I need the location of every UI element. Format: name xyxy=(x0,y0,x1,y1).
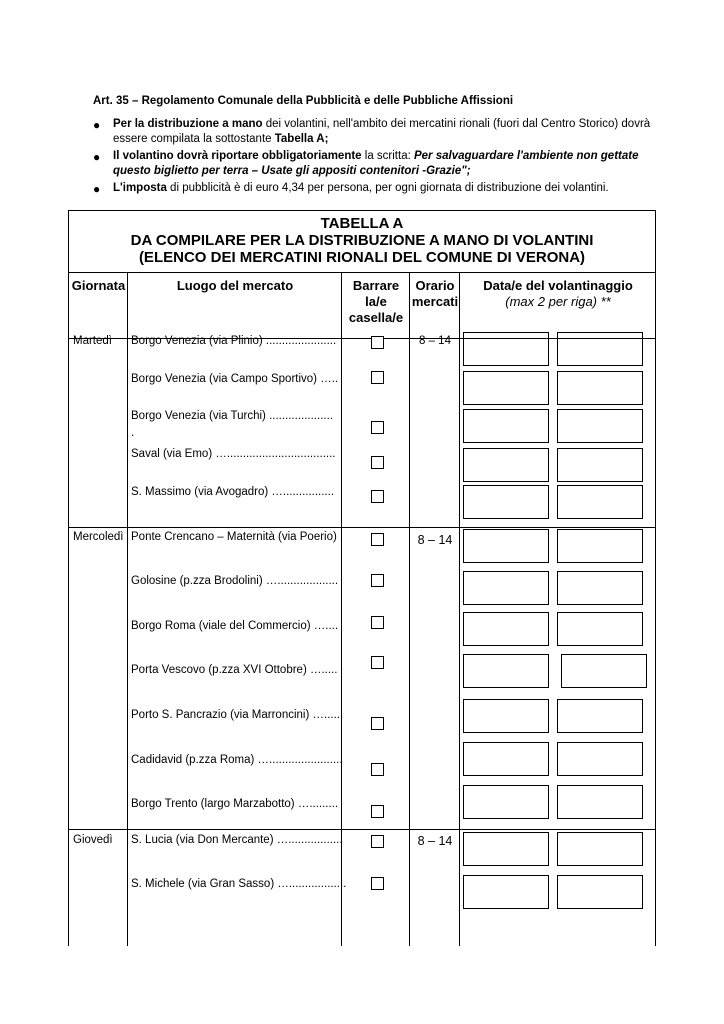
column-divider xyxy=(459,273,460,946)
bullet-icon: ● xyxy=(93,182,101,196)
day-label: Mercoledì xyxy=(73,531,124,543)
column-divider xyxy=(409,273,410,946)
bullet3-text: di pubblicità è di euro 4,34 per persona, per ogni giornata di distribuzione dei volantini. xyxy=(166,182,609,194)
market-name: Porto S. Pancrazio (via Marroncini) …...... xyxy=(131,709,344,721)
bullet-mandatory-text xyxy=(93,149,673,179)
orario-value: 8 – 14 xyxy=(419,335,451,347)
date-box[interactable] xyxy=(463,409,549,443)
date-box[interactable] xyxy=(463,742,549,776)
market-name: Borgo Roma (viale del Commercio) ….... xyxy=(131,620,339,632)
market-checkbox[interactable] xyxy=(371,533,384,546)
section-divider xyxy=(69,527,655,528)
date-box[interactable] xyxy=(463,332,549,366)
table-title-line3: (ELENCO DEI MERCATINI RIONALI DEL COMUNE DI VERONA) xyxy=(138,249,586,266)
date-box[interactable] xyxy=(463,371,549,405)
market-checkbox[interactable] xyxy=(371,371,384,384)
date-box[interactable] xyxy=(557,448,643,482)
date-box[interactable] xyxy=(463,485,549,519)
date-box[interactable] xyxy=(557,571,643,605)
table-title-line1: TABELLA A xyxy=(320,215,404,232)
tabella-a xyxy=(68,210,656,946)
article-title: Art. 35 – Regolamento Comunale della Pubblicità e delle Pubbliche Affissioni xyxy=(93,95,514,107)
table-title-line2: DA COMPILARE PER LA DISTRIBUZIONE A MANO DI VOLANTINI xyxy=(130,232,594,249)
market-name: S. Massimo (via Avogadro) …................ xyxy=(131,486,335,498)
table-title xyxy=(69,211,655,273)
date-box[interactable] xyxy=(463,612,549,646)
section-divider xyxy=(69,829,655,830)
header-barrare-line2: la/e xyxy=(365,294,387,309)
date-box[interactable] xyxy=(557,529,643,563)
header-notes xyxy=(93,94,673,198)
market-name: S. Michele (via Gran Sasso) ….................. xyxy=(131,878,347,890)
date-box[interactable] xyxy=(463,699,549,733)
market-name: Borgo Trento (largo Marzabotto) …......... xyxy=(131,798,339,810)
date-box[interactable] xyxy=(557,332,643,366)
date-box[interactable] xyxy=(557,832,643,866)
header-data-line2: (max 2 per riga) ** xyxy=(505,294,611,309)
header-barrare-line3: casella/e xyxy=(348,310,404,325)
header-luogo: Luogo del mercato xyxy=(176,278,294,293)
header-barrare xyxy=(342,278,410,326)
market-checkbox[interactable] xyxy=(371,877,384,890)
day-label: Martedì xyxy=(73,335,112,347)
date-box[interactable] xyxy=(557,612,643,646)
header-orario-line1: Orario xyxy=(415,278,455,293)
bullet-icon: ● xyxy=(93,118,101,132)
header-barrare-line1: Barrare xyxy=(352,278,400,293)
market-checkbox[interactable] xyxy=(371,421,384,434)
market-checkbox[interactable] xyxy=(371,717,384,730)
bullet-distribution xyxy=(93,117,673,147)
date-box[interactable] xyxy=(557,875,643,909)
date-box[interactable] xyxy=(463,529,549,563)
table-header-row xyxy=(69,273,655,339)
date-box[interactable] xyxy=(463,785,549,819)
market-name: Cadidavid (p.zza Roma) …....................... xyxy=(131,754,343,766)
market-name: Borgo Venezia (via Plinio) ...................... xyxy=(131,335,337,347)
date-box[interactable] xyxy=(557,409,643,443)
market-name: Ponte Crencano – Maternità (via Poerio) xyxy=(131,531,337,543)
date-box[interactable] xyxy=(463,875,549,909)
market-name: Borgo Venezia (via Turchi) .................... xyxy=(131,410,333,422)
date-box[interactable] xyxy=(557,785,643,819)
market-checkbox[interactable] xyxy=(371,456,384,469)
date-box[interactable] xyxy=(557,485,643,519)
market-checkbox[interactable] xyxy=(371,490,384,503)
bullet1-bold: Per la distribuzione a mano xyxy=(113,118,263,130)
market-checkbox[interactable] xyxy=(371,805,384,818)
bullet2-bold: Il volantino dovrà riportare obbligatoriamente xyxy=(113,150,362,162)
bullet-icon: ● xyxy=(93,150,101,164)
header-data-line1: Data/e del volantinaggio xyxy=(483,278,633,293)
header-giornata: Giornata xyxy=(71,278,126,293)
bullet2-bold-italic: Per salvaguardare l'ambiente non gettate questo biglietto per terra – Usate gli appositi contenitori -Grazie"; xyxy=(113,150,639,177)
orario-value: 8 – 14 xyxy=(417,834,453,848)
bullet-tax xyxy=(93,181,673,196)
column-divider xyxy=(127,273,128,946)
bullet2-text: la scritta: xyxy=(361,150,414,162)
market-checkbox[interactable] xyxy=(371,336,384,349)
date-box[interactable] xyxy=(463,571,549,605)
market-name: Porta Vescovo (p.zza XVI Ottobre) …..... xyxy=(131,664,338,676)
header-orario xyxy=(410,278,460,310)
market-checkbox[interactable] xyxy=(371,763,384,776)
market-name: Borgo Venezia (via Campo Sportivo) ….. xyxy=(131,373,339,385)
date-box[interactable] xyxy=(463,654,549,688)
market-name: Golosine (p.zza Brodolini) …................... xyxy=(131,575,339,587)
market-checkbox[interactable] xyxy=(371,616,384,629)
market-checkbox[interactable] xyxy=(371,835,384,848)
bullet1-text: dei volantini, nell'ambito dei mercatini rionali (fuori dal Centro Storico) dovrà essere compilata la sottostante xyxy=(113,118,651,145)
market-name: S. Lucia (via Don Mercante) …................. xyxy=(131,834,343,846)
bullet1-bold-end: Tabella A; xyxy=(274,133,329,145)
market-checkbox[interactable] xyxy=(371,656,384,669)
day-label: Giovedì xyxy=(73,834,113,846)
market-name: Saval (via Emo) ….................................. xyxy=(131,448,336,460)
date-box[interactable] xyxy=(561,654,647,688)
date-box[interactable] xyxy=(557,371,643,405)
date-box[interactable] xyxy=(557,699,643,733)
date-box[interactable] xyxy=(463,832,549,866)
stray-dot: . xyxy=(131,427,135,439)
orario-value: 8 – 14 xyxy=(417,533,453,547)
header-orario-line2: mercati xyxy=(411,294,459,309)
bullet3-bold: L'imposta xyxy=(113,182,167,194)
date-box[interactable] xyxy=(463,448,549,482)
date-box[interactable] xyxy=(557,742,643,776)
market-checkbox[interactable] xyxy=(371,574,384,587)
header-data xyxy=(460,278,656,310)
